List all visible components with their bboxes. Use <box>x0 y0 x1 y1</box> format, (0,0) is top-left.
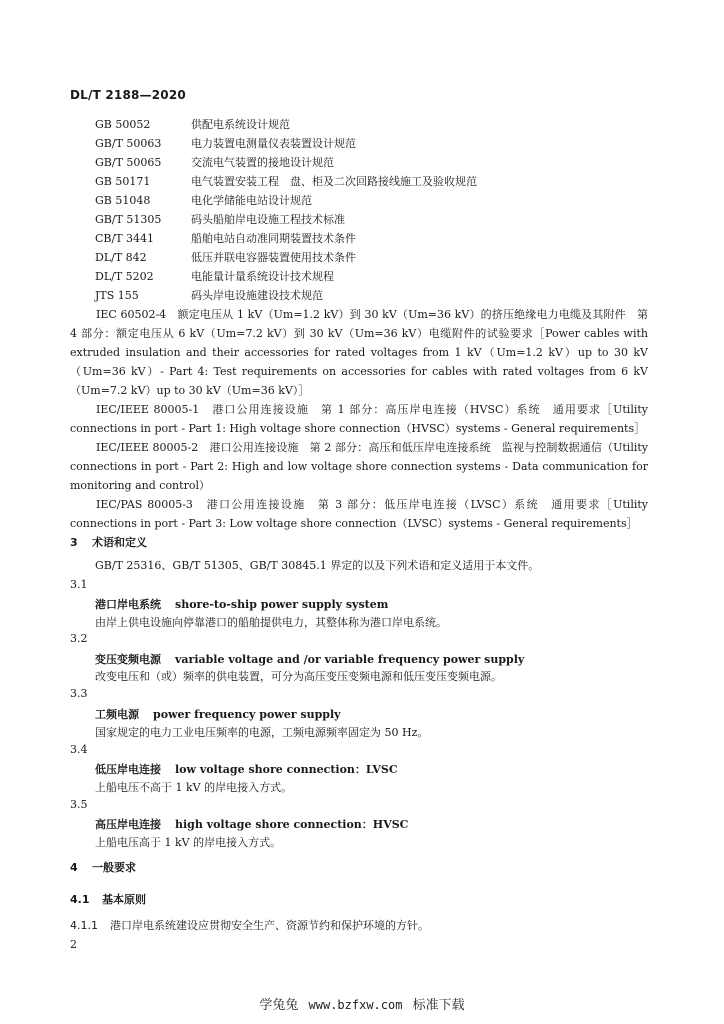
term-zh: 高压岸电连接 <box>95 818 161 831</box>
reference-code: DL/T 842 <box>95 251 147 264</box>
section-title: 术语和定义 <box>92 536 147 549</box>
term-en: power frequency power supply <box>153 708 341 721</box>
document-code-header: DL/T 2188—2020 <box>70 88 186 102</box>
reference-item <box>95 210 655 229</box>
iec-60502-4-reference: IEC 60502-4 额定电压从 1 kV（Um=1.2 kV）到 30 kV（Um=36 kV）的挤压绝缘电力电缆及其附件 第 4 部分：额定电压从 6 kV（Um=7.2 kV）到 30 kV（Um=36 kV）电缆附件的试验要求［Power cables with extruded insulation and their accessories for rated voltages from 1 kV（Um=1.2 kV）up to 30 kV（Um=36 kV）- Part 4: Test requirements on accessories for cables with rated voltages from 6 kV（Um=7.2 kV）up to 30 kV（Um=36 kV）］ <box>70 308 648 397</box>
reference-title: 供配电系统设计规范 <box>191 118 290 131</box>
term-number: 3.1 <box>70 578 88 591</box>
normative-references-list <box>95 115 655 305</box>
reference-code: GB 50052 <box>95 118 151 131</box>
reference-code: GB 51048 <box>95 194 151 207</box>
reference-item <box>95 191 655 210</box>
term-en: variable voltage and /or variable frequency power supply <box>175 653 525 666</box>
reference-title: 电化学储能电站设计规范 <box>191 194 312 207</box>
reference-code: GB/T 51305 <box>95 213 162 226</box>
reference-code: GB/T 50063 <box>95 137 162 150</box>
reference-title: 交流电气装置的接地设计规范 <box>191 156 334 169</box>
term-en: high voltage shore connection：HVSC <box>175 818 409 831</box>
reference-title: 码头船舶岸电设施工程技术标准 <box>191 213 345 226</box>
term-zh: 工频电源 <box>95 708 139 721</box>
clause-4-1-1 <box>70 917 429 933</box>
reference-code: CB/T 3441 <box>95 232 155 245</box>
term-heading <box>95 651 524 667</box>
term-number: 3.4 <box>70 743 88 756</box>
term-en: shore-to-ship power supply system <box>175 598 389 611</box>
term-heading <box>95 761 398 777</box>
term-heading <box>95 596 388 612</box>
page-number: 2 <box>70 938 77 951</box>
iec-80005-3-reference: IEC/PAS 80005-3 港口公用连接设施 第 3 部分：低压岸电连接（LVSC）系统 通用要求［Utility connections in port - Part 3: Low voltage shore connection（LVSC）systems - General requirements］ <box>70 498 648 530</box>
term-heading <box>95 816 408 832</box>
footer-label: 标准下载 <box>412 998 465 1013</box>
reference-title: 低压并联电容器装置使用技术条件 <box>191 251 356 264</box>
iec-80005-1-reference: IEC/IEEE 80005-1 港口公用连接设施 第 1 部分：高压岸电连接（HVSC）系统 通用要求［Utility connections in port - Part 1: High voltage shore connection（HVSC）systems - General requirements］ <box>70 403 648 435</box>
term-zh: 港口岸电系统 <box>95 598 161 611</box>
section-3-intro: GB/T 25316、GB/T 51305、GB/T 30845.1 界定的以及下列术语和定义适用于本文件。 <box>95 559 540 572</box>
site-footer <box>0 994 724 1013</box>
iec-80005-2-reference: IEC/IEEE 80005-2 港口公用连接设施 第 2 部分：高压和低压岸电连接系统 监视与控制数据通信（Utility connections in port - Part 2: High and low voltage shore connection systems - Data communication for monitoring and control） <box>70 441 648 492</box>
term-definition: 上船电压高于 1 kV 的岸电接入方式。 <box>95 836 282 849</box>
term-zh: 变压变频电源 <box>95 653 161 666</box>
reference-code: GB/T 50065 <box>95 156 162 169</box>
reference-title: 电能量计量系统设计技术规程 <box>191 270 334 283</box>
term-definition: 改变电压和（或）频率的供电装置，可分为高压变压变频电源和低压变压变频电源。 <box>95 670 502 683</box>
reference-item <box>95 153 655 172</box>
reference-item <box>95 248 655 267</box>
term-number: 3.2 <box>70 632 88 645</box>
reference-code: GB 50171 <box>95 175 151 188</box>
term-number: 3.3 <box>70 687 88 700</box>
reference-code: JTS 155 <box>95 289 139 302</box>
reference-title: 电力装置电测量仪表装置设计规范 <box>191 137 356 150</box>
clause-number: 4.1.1 <box>70 919 98 932</box>
reference-item <box>95 267 655 286</box>
term-number: 3.5 <box>70 798 88 811</box>
reference-item <box>95 172 655 191</box>
reference-item <box>95 286 655 305</box>
term-definition: 国家规定的电力工业电压频率的电源，工频电源频率固定为 50 Hz。 <box>95 726 429 739</box>
term-definition: 上船电压不高于 1 kV 的岸电接入方式。 <box>95 781 293 794</box>
term-en: low voltage shore connection：LVSC <box>175 763 398 776</box>
footer-url-link[interactable]: www.bzfxw.com <box>308 998 403 1012</box>
reference-item <box>95 115 655 134</box>
reference-title: 电气装置安装工程 盘、柜及二次回路接线施工及验收规范 <box>191 175 477 188</box>
term-definition: 由岸上供电设施向停靠港口的船舶提供电力，其整体称为港口岸电系统。 <box>95 616 447 629</box>
section-3-heading <box>70 534 147 550</box>
reference-title: 船舶电站自动准同期装置技术条件 <box>191 232 356 245</box>
term-zh: 低压岸电连接 <box>95 763 161 776</box>
section-number: 3 <box>70 536 78 549</box>
clause-text: 港口岸电系统建设应贯彻安全生产、资源节约和保护环境的方针。 <box>110 919 429 932</box>
reference-code: DL/T 5202 <box>95 270 154 283</box>
reference-title: 码头岸电设施建设技术规范 <box>191 289 323 302</box>
section-title: 一般要求 <box>92 861 136 874</box>
subsection-number: 4.1 <box>70 893 90 906</box>
subsection-title: 基本原则 <box>102 893 146 906</box>
reference-item <box>95 229 655 248</box>
reference-item <box>95 134 655 153</box>
section-number: 4 <box>70 861 78 874</box>
subsection-4-1-heading <box>70 891 146 907</box>
term-heading <box>95 706 341 722</box>
footer-site-name: 学兔兔 <box>259 998 299 1013</box>
section-4-heading <box>70 859 136 875</box>
